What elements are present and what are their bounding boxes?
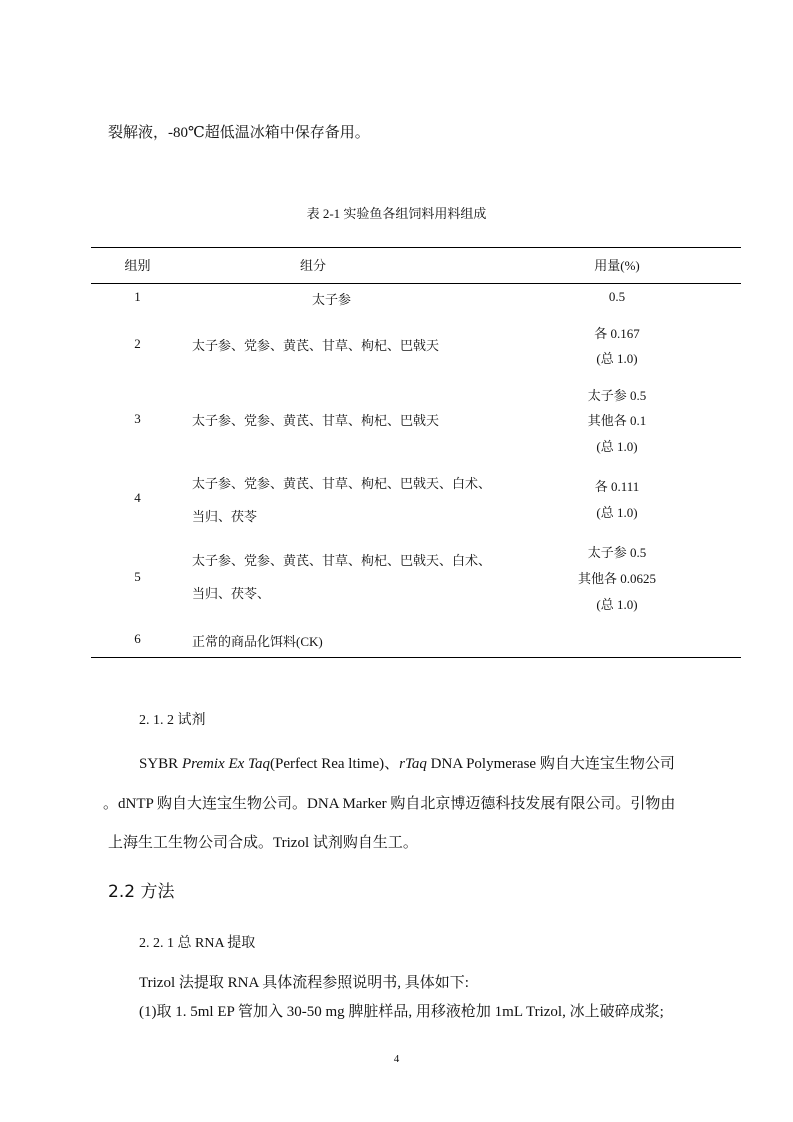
row-composition: 当归、茯苓、	[192, 586, 271, 601]
row-usage: (总 1.0)	[596, 351, 638, 366]
text-run: DNA Polymerase 购自大连宝生物公司	[426, 756, 675, 772]
row-composition: 太子参	[312, 292, 352, 307]
row-usage: (总 1.0)	[596, 505, 638, 520]
table-caption: 表 2-1 实验鱼各组饲料用料组成	[306, 206, 487, 221]
row-composition: 太子参、党参、黄芪、甘草、枸杞、巴戟天	[192, 338, 440, 353]
section-heading-rna-extraction: 2. 2. 1 总 RNA 提取	[139, 936, 256, 951]
table-bottom-rule	[91, 657, 741, 658]
text-run-italic: rTaq	[399, 756, 427, 772]
header-group: 组别	[124, 258, 151, 273]
row-usage: 太子参 0.5	[587, 388, 647, 403]
page-number: 4	[393, 1053, 400, 1065]
row-group: 5	[134, 569, 141, 584]
reagents-line-3: 上海生工生物公司合成。Trizol 试剂购自生工。	[108, 835, 418, 851]
row-composition: 太子参、党参、黄芪、甘草、枸杞、巴戟天、白术、	[192, 553, 492, 568]
row-composition: 太子参、党参、黄芪、甘草、枸杞、巴戟天、白术、	[192, 476, 492, 491]
row-composition: 太子参、党参、黄芪、甘草、枸杞、巴戟天	[192, 413, 440, 428]
row-usage: (总 1.0)	[596, 597, 638, 612]
row-usage: 其他各 0.0625	[577, 571, 656, 586]
row-usage: 各 0.167	[594, 326, 640, 341]
row-group: 4	[134, 490, 141, 505]
row-group: 1	[134, 289, 141, 304]
text-run: SYBR	[139, 756, 182, 772]
row-composition: 正常的商品化饵料(CK)	[192, 634, 323, 649]
row-usage: 各 0.111	[594, 479, 640, 494]
row-group: 6	[134, 631, 141, 646]
header-composition: 组分	[300, 258, 327, 273]
row-usage: 太子参 0.5	[587, 545, 647, 560]
reagents-line-1	[139, 752, 675, 773]
section-heading-reagents: 2. 1. 2 试剂	[139, 713, 206, 728]
rna-line-1: Trizol 法提取 RNA 具体流程参照说明书, 具体如下:	[139, 975, 469, 991]
intro-line: 裂解液，-80℃超低温冰箱中保存备用。	[108, 125, 370, 141]
header-usage: 用量(%)	[594, 258, 640, 273]
table-header-rule	[91, 283, 741, 284]
table-top-rule	[91, 247, 741, 248]
row-usage: (总 1.0)	[596, 439, 638, 454]
row-usage: 0.5	[608, 289, 626, 304]
reagents-line-2: 。dNTP 购自大连宝生物公司。DNA Marker 购自北京博迈德科技发展有限公司。引物由	[103, 796, 676, 812]
row-group: 2	[134, 336, 141, 351]
row-group: 3	[134, 411, 141, 426]
section-heading-methods: 2.2 方法	[108, 882, 175, 902]
text-run: (Perfect Rea ltime)、	[269, 756, 400, 772]
rna-line-2: (1)取 1. 5ml EP 管加入 30-50 mg 脾脏样品, 用移液枪加 1mL Trizol, 冰上破碎成浆;	[139, 1004, 664, 1020]
row-composition: 当归、茯苓	[192, 509, 258, 524]
row-usage: 其他各 0.1	[587, 413, 647, 428]
text-run-italic: Premix Ex Taq	[181, 756, 270, 772]
